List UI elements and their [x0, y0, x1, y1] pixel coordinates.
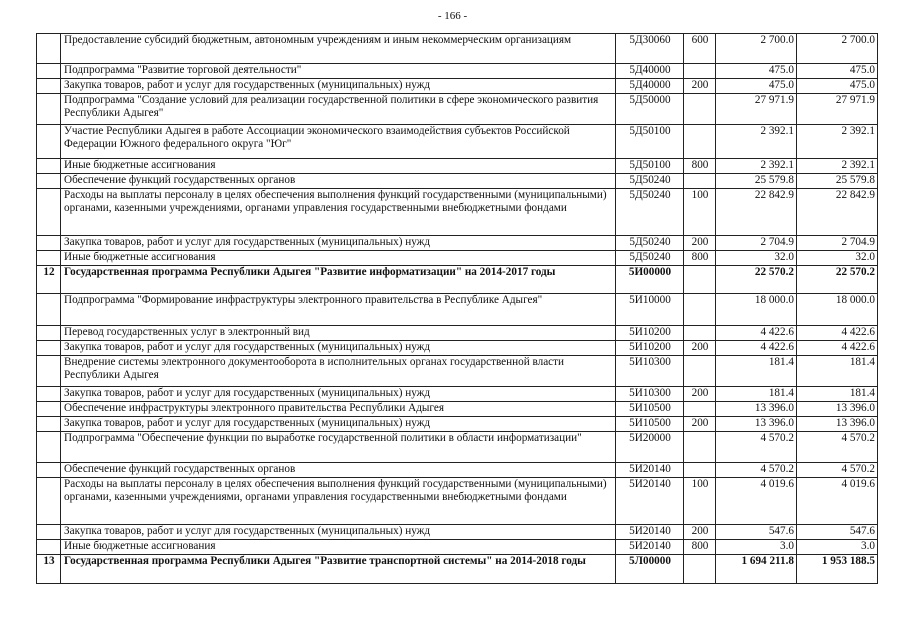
- row-amount-1: 2 392.1: [716, 125, 797, 159]
- row-name: Подпрограмма "Создание условий для реализации государственной политики в сфере экономического развития Республики Адыгея": [61, 94, 616, 125]
- row-amount-2: 25 579.8: [797, 174, 878, 189]
- row-name: Обеспечение функций государственных органов: [61, 463, 616, 478]
- budget-table: [36, 33, 878, 584]
- row-number: [37, 341, 61, 356]
- row-number: [37, 236, 61, 251]
- row-number: [37, 159, 61, 174]
- row-code: 5И10300: [616, 387, 684, 402]
- row-expense-type: 200: [684, 79, 716, 94]
- row-name: Подпрограмма "Обеспечение функции по выработке государственной политики в области информатизации": [61, 432, 616, 463]
- row-number: [37, 189, 61, 236]
- row-number: [37, 94, 61, 125]
- table-row: [37, 236, 878, 251]
- row-number: [37, 478, 61, 525]
- row-expense-type: [684, 174, 716, 189]
- row-expense-type: [684, 402, 716, 417]
- row-amount-2: 2 392.1: [797, 125, 878, 159]
- table-row: [37, 387, 878, 402]
- row-amount-1: 2 392.1: [716, 159, 797, 174]
- row-amount-1: 475.0: [716, 79, 797, 94]
- row-amount-1: 18 000.0: [716, 294, 797, 326]
- row-code: 5И20140: [616, 463, 684, 478]
- row-amount-2: 4 570.2: [797, 463, 878, 478]
- row-expense-type: [684, 294, 716, 326]
- row-number: [37, 463, 61, 478]
- table-row: [37, 79, 878, 94]
- row-expense-type: [684, 125, 716, 159]
- row-amount-2: 181.4: [797, 356, 878, 387]
- row-name: Расходы на выплаты персоналу в целях обеспечения выполнения функций государственными (муниципальными) органами, казенными учреждениями, органами управления государственными внебюджетными фондами: [61, 189, 616, 236]
- row-amount-2: 4 422.6: [797, 326, 878, 341]
- row-code: 5И10000: [616, 294, 684, 326]
- row-expense-type: 100: [684, 478, 716, 525]
- row-code: 5Д50240: [616, 174, 684, 189]
- row-amount-1: 2 700.0: [716, 34, 797, 64]
- row-amount-1: 1 694 211.8: [716, 555, 797, 584]
- row-name: Закупка товаров, работ и услуг для государственных (муниципальных) нужд: [61, 236, 616, 251]
- row-amount-1: 25 579.8: [716, 174, 797, 189]
- row-expense-type: [684, 266, 716, 294]
- row-expense-type: [684, 94, 716, 125]
- row-amount-1: 4 570.2: [716, 432, 797, 463]
- row-expense-type: 200: [684, 236, 716, 251]
- row-code: 5И10500: [616, 417, 684, 432]
- table-row: [37, 478, 878, 525]
- row-amount-2: 22 842.9: [797, 189, 878, 236]
- row-expense-type: 800: [684, 159, 716, 174]
- row-expense-type: [684, 432, 716, 463]
- row-amount-2: 2 704.9: [797, 236, 878, 251]
- row-expense-type: 200: [684, 387, 716, 402]
- row-amount-2: 27 971.9: [797, 94, 878, 125]
- row-expense-type: [684, 356, 716, 387]
- row-amount-2: 1 953 188.5: [797, 555, 878, 584]
- row-name: Участие Республики Адыгея в работе Ассоциации экономического взаимодействия субъектов Российской Федерации Южного федерального округа "Юг": [61, 125, 616, 159]
- row-amount-2: 13 396.0: [797, 402, 878, 417]
- row-name: Внедрение системы электронного документооборота в исполнительных органах государственной власти Республики Адыгея: [61, 356, 616, 387]
- row-expense-type: 200: [684, 341, 716, 356]
- row-amount-1: 22 842.9: [716, 189, 797, 236]
- row-code: 5Д50100: [616, 159, 684, 174]
- row-code: 5И10200: [616, 326, 684, 341]
- table-row: [37, 174, 878, 189]
- table-row: [37, 64, 878, 79]
- row-code: 5Д50240: [616, 236, 684, 251]
- row-number: [37, 402, 61, 417]
- row-expense-type: 600: [684, 34, 716, 64]
- row-amount-2: 181.4: [797, 387, 878, 402]
- row-amount-1: 13 396.0: [716, 402, 797, 417]
- row-name: Иные бюджетные ассигнования: [61, 251, 616, 266]
- table-row: [37, 356, 878, 387]
- row-code: 5Д50240: [616, 189, 684, 236]
- row-number: 13: [37, 555, 61, 584]
- table-row: [37, 251, 878, 266]
- row-amount-2: 13 396.0: [797, 417, 878, 432]
- row-amount-2: 18 000.0: [797, 294, 878, 326]
- row-code: 5И20140: [616, 478, 684, 525]
- table-row: [37, 417, 878, 432]
- row-amount-2: 475.0: [797, 79, 878, 94]
- table-row: [37, 159, 878, 174]
- row-amount-1: 181.4: [716, 356, 797, 387]
- row-amount-2: 22 570.2: [797, 266, 878, 294]
- row-code: 5Д30060: [616, 34, 684, 64]
- row-code: 5И20000: [616, 432, 684, 463]
- row-number: [37, 326, 61, 341]
- table-row: [37, 432, 878, 463]
- row-number: [37, 125, 61, 159]
- row-code: 5Д50240: [616, 251, 684, 266]
- row-code: 5Л00000: [616, 555, 684, 584]
- row-code: 5Д50000: [616, 94, 684, 125]
- table-row: [37, 555, 878, 584]
- row-amount-2: 547.6: [797, 525, 878, 540]
- row-number: [37, 64, 61, 79]
- budget-table-body: [37, 34, 878, 584]
- row-number: [37, 79, 61, 94]
- row-number: [37, 294, 61, 326]
- row-amount-1: 4 019.6: [716, 478, 797, 525]
- row-number: [37, 251, 61, 266]
- row-amount-1: 32.0: [716, 251, 797, 266]
- row-name: Государственная программа Республики Адыгея "Развитие информатизации" на 2014-2017 годы: [61, 266, 616, 294]
- row-number: [37, 356, 61, 387]
- row-amount-1: 547.6: [716, 525, 797, 540]
- row-expense-type: [684, 463, 716, 478]
- table-row: [37, 402, 878, 417]
- row-amount-1: 4 422.6: [716, 341, 797, 356]
- row-amount-1: 475.0: [716, 64, 797, 79]
- table-row: [37, 463, 878, 478]
- row-name: Предоставление субсидий бюджетным, автономным учреждениям и иным некоммерческим организациям: [61, 34, 616, 64]
- row-name: Иные бюджетные ассигнования: [61, 159, 616, 174]
- table-row: [37, 326, 878, 341]
- row-code: 5И10500: [616, 402, 684, 417]
- row-expense-type: [684, 64, 716, 79]
- row-expense-type: [684, 326, 716, 341]
- table-row: [37, 34, 878, 64]
- row-number: [37, 432, 61, 463]
- row-expense-type: [684, 555, 716, 584]
- row-name: Закупка товаров, работ и услуг для государственных (муниципальных) нужд: [61, 341, 616, 356]
- row-number: [37, 174, 61, 189]
- row-amount-2: 2 392.1: [797, 159, 878, 174]
- row-number: [37, 540, 61, 555]
- row-number: [37, 387, 61, 402]
- row-code: 5И20140: [616, 525, 684, 540]
- page-number: - 166 -: [437, 10, 468, 22]
- row-amount-1: 13 396.0: [716, 417, 797, 432]
- row-amount-1: 3.0: [716, 540, 797, 555]
- row-name: Подпрограмма "Формирование инфраструктуры электронного правительства в Республике Адыгея": [61, 294, 616, 326]
- row-name: Расходы на выплаты персоналу в целях обеспечения выполнения функций государственными (муниципальными) органами, казенными учреждениями, органами управления государственными внебюджетными фондами: [61, 478, 616, 525]
- row-expense-type: 800: [684, 540, 716, 555]
- row-amount-2: 3.0: [797, 540, 878, 555]
- row-name: Закупка товаров, работ и услуг для государственных (муниципальных) нужд: [61, 79, 616, 94]
- row-expense-type: 200: [684, 417, 716, 432]
- row-name: Иные бюджетные ассигнования: [61, 540, 616, 555]
- row-code: 5И20140: [616, 540, 684, 555]
- row-number: 12: [37, 266, 61, 294]
- row-name: Государственная программа Республики Адыгея "Развитие транспортной системы" на 2014-2018 годы: [61, 555, 616, 584]
- row-name: Закупка товаров, работ и услуг для государственных (муниципальных) нужд: [61, 387, 616, 402]
- row-amount-1: 181.4: [716, 387, 797, 402]
- table-row: [37, 294, 878, 326]
- row-name: Закупка товаров, работ и услуг для государственных (муниципальных) нужд: [61, 417, 616, 432]
- row-amount-2: 2 700.0: [797, 34, 878, 64]
- row-expense-type: 200: [684, 525, 716, 540]
- table-row: [37, 94, 878, 125]
- table-row: [37, 540, 878, 555]
- row-code: 5И00000: [616, 266, 684, 294]
- row-amount-1: 22 570.2: [716, 266, 797, 294]
- row-amount-2: 4 570.2: [797, 432, 878, 463]
- row-amount-2: 4 019.6: [797, 478, 878, 525]
- row-name: Закупка товаров, работ и услуг для государственных (муниципальных) нужд: [61, 525, 616, 540]
- table-row: [37, 525, 878, 540]
- row-name: Подпрограмма "Развитие торговой деятельности": [61, 64, 616, 79]
- table-row: [37, 341, 878, 356]
- row-code: 5Д40000: [616, 64, 684, 79]
- row-expense-type: 800: [684, 251, 716, 266]
- row-code: 5Д40000: [616, 79, 684, 94]
- row-amount-1: 2 704.9: [716, 236, 797, 251]
- row-name: Обеспечение функций государственных органов: [61, 174, 616, 189]
- row-amount-1: 27 971.9: [716, 94, 797, 125]
- row-amount-2: 4 422.6: [797, 341, 878, 356]
- row-name: Обеспечение инфраструктуры электронного правительства Республики Адыгея: [61, 402, 616, 417]
- table-row: [37, 189, 878, 236]
- row-amount-1: 4 570.2: [716, 463, 797, 478]
- row-amount-2: 32.0: [797, 251, 878, 266]
- row-code: 5И10300: [616, 356, 684, 387]
- row-amount-2: 475.0: [797, 64, 878, 79]
- row-number: [37, 525, 61, 540]
- row-code: 5И10200: [616, 341, 684, 356]
- table-row: [37, 266, 878, 294]
- table-row: [37, 125, 878, 159]
- row-name: Перевод государственных услуг в электронный вид: [61, 326, 616, 341]
- row-amount-1: 4 422.6: [716, 326, 797, 341]
- row-number: [37, 417, 61, 432]
- row-number: [37, 34, 61, 64]
- row-expense-type: 100: [684, 189, 716, 236]
- row-code: 5Д50100: [616, 125, 684, 159]
